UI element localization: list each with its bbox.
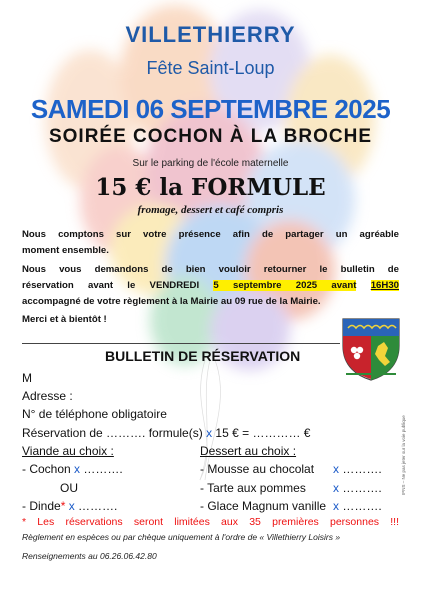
event-location: Sur le parking de l'école maternelle <box>132 158 289 169</box>
option-dinde[interactable] <box>22 499 117 513</box>
town-crest-logo <box>340 316 402 382</box>
town-name: VILLETHIERRY <box>125 22 296 47</box>
option-mousse-qty[interactable] <box>333 462 382 476</box>
option-cochon[interactable] <box>22 462 123 476</box>
dinde-label: - Dinde <box>22 499 61 513</box>
intro-line-4 <box>22 280 399 291</box>
fete-title: Fête Saint-Loup <box>146 58 275 78</box>
deadline-prefix: réservation avant le VENDREDI <box>22 280 200 291</box>
quantity-dots: ………. <box>78 499 118 513</box>
option-glace-qty[interactable] <box>333 499 382 513</box>
quantity-dots: ………. <box>342 499 382 513</box>
limit-warning: * Les réservations seront limitées aux 35 premières personnes !!! <box>22 516 399 528</box>
field-address[interactable]: Adresse : <box>22 389 73 403</box>
bulletin-title: BULLETIN DE RÉSERVATION <box>105 348 301 364</box>
or-label: OU <box>60 481 78 495</box>
asterisk: * <box>60 499 66 513</box>
glace-label: - Glace Magnum vanille <box>200 499 327 513</box>
event-subtitle: SOIRÉE COCHON À LA BROCHE <box>48 126 373 147</box>
price-formula: 15 € la FORMULE <box>95 174 326 201</box>
mousse-label: - Mousse au chocolat <box>200 462 315 476</box>
deadline-time: 16H30 <box>370 280 399 291</box>
section-divider <box>22 343 340 344</box>
cochon-label: - Cochon <box>22 462 71 476</box>
multiply-sign: x <box>206 426 213 440</box>
option-glace[interactable] <box>200 499 326 513</box>
multiply-sign: x <box>333 481 339 495</box>
option-mousse[interactable] <box>200 462 314 476</box>
option-tarte[interactable] <box>200 481 306 495</box>
deadline-date: 5 septembre 2025 avant <box>213 280 357 291</box>
viande-header: Viande au choix : <box>22 444 114 458</box>
field-name[interactable]: M <box>22 371 32 385</box>
intro-line-2: moment ensemble. <box>22 245 109 256</box>
intro-line-5: accompagné de votre règlement à la Mairie au 09 rue de la Mairie. <box>22 296 321 307</box>
side-print-note: IPNS – Ne pas jeter sur la voie publique <box>401 415 406 495</box>
formula-included: fromage, dessert et café compris <box>137 204 284 216</box>
multiply-sign: x <box>68 499 75 513</box>
quantity-dots: ………. <box>83 462 123 476</box>
option-tarte-qty[interactable] <box>333 481 382 495</box>
quantity-dots: ………. <box>342 481 382 495</box>
multiply-sign: x <box>333 462 339 476</box>
dessert-header: Dessert au choix : <box>200 444 297 458</box>
intro-line-6: Merci et à bientôt ! <box>22 314 107 325</box>
contact-info: Renseignements au 06.26.06.42.80 <box>22 551 157 561</box>
quantity-dots: ………. <box>342 462 382 476</box>
tarte-label: - Tarte aux pommes <box>200 481 306 495</box>
field-phone[interactable]: N° de téléphone obligatoire <box>22 407 167 421</box>
reservation-count: Réservation de ………. formule(s) <box>22 426 203 440</box>
multiply-sign: x <box>333 499 339 513</box>
reservation-total: 15 € = ………… € <box>215 426 311 440</box>
multiply-sign: x <box>74 462 81 476</box>
intro-line-1: Nous comptons sur votre présence afin de partager un agréable <box>22 229 399 240</box>
payment-note: Règlement en espèces ou par chèque uniquement à l'ordre de « Villethierry Loisirs » <box>22 532 341 542</box>
event-date: SAMEDI 06 SEPTEMBRE 2025 <box>30 94 391 124</box>
intro-line-3: Nous vous demandons de bien vouloir retourner le bulletin de <box>22 264 399 275</box>
reservation-line[interactable] <box>22 426 310 440</box>
